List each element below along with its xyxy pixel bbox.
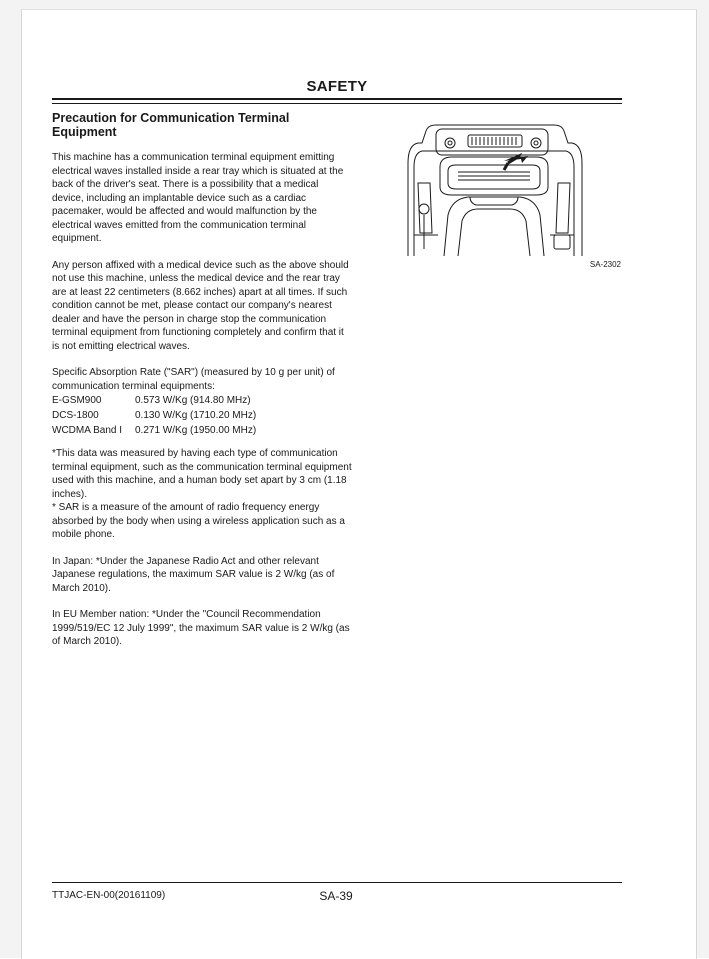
- section-title-line2: Equipment: [52, 125, 117, 139]
- sar-row: [52, 423, 256, 438]
- paragraph-sar-heading: Specific Absorption Rate ("SAR") (measured by 10 g per unit) of communication terminal equipments:: [52, 367, 335, 392]
- paragraph-intro: This machine has a communication terminal equipment emitting electrical waves installed inside a rear tray which is situated at the back of the driver's seat. There is a possibility that a medical device, including an implantable device such as a cardiac pacemaker, would be affected and would malfunction by the electrical waves emitted from the communication terminal equipment.: [52, 152, 344, 244]
- main-text-column: [52, 111, 352, 662]
- sar-value: 0.271 W/Kg (1950.00 MHz): [135, 425, 257, 436]
- sar-value: 0.573 W/Kg (914.80 MHz): [135, 395, 251, 406]
- note-eu: In EU Member nation: *Under the "Council Recommendation 1999/519/EC 12 July 1999", the maximum SAR value is 2 W/kg (as of March 2010).: [52, 609, 350, 647]
- footer-doc-code: TTJAC-EN-00(20161109): [52, 890, 166, 901]
- note-measurement: *This data was measured by having each type of communication terminal equipment, such as the communication terminal equipment used with this machine, and a human body set apart by 3 cm (1.18 inches).: [52, 448, 352, 500]
- rear-tray-illustration: [404, 123, 584, 256]
- sar-table: [52, 393, 256, 438]
- section-title: [52, 111, 352, 139]
- note-japan: In Japan: *Under the Japanese Radio Act and other relevant Japanese regulations, the maximum SAR value is 2 W/kg (as of March 2010).: [52, 555, 335, 594]
- sar-value: 0.130 W/Kg (1710.20 MHz): [135, 410, 257, 421]
- paragraph-distance-warning: Any person affixed with a medical device such as the above should not use this machine, unless the medical device and the rear tray are at least 22 centimeters (8.662 inches) apart at all times. If such condition cannot be met, please contact our company's nearest dealer and have the person in charge stop the communication terminal equipment from functioning completely and confirm that it is not emitting electrical waves.: [52, 259, 349, 352]
- header-rule-thin: [52, 103, 622, 104]
- page-header-title: SAFETY: [306, 78, 368, 95]
- sar-band: WCDMA Band I: [52, 425, 123, 436]
- sar-row: [52, 393, 256, 408]
- header-rule-thick: [52, 98, 622, 100]
- figure-label: SA-2302: [589, 260, 621, 269]
- footer-rule: [52, 882, 622, 883]
- sar-band: DCS-1800: [52, 410, 99, 421]
- page-number: SA-39: [319, 889, 353, 903]
- section-title-line1: Precaution for Communication Terminal: [52, 111, 290, 125]
- sar-row: [52, 408, 256, 423]
- note-sar-definition: * SAR is a measure of the amount of radio frequency energy absorbed by the body when using a wireless application such as a mobile phone.: [52, 502, 345, 540]
- sar-band: E-GSM900: [52, 395, 102, 406]
